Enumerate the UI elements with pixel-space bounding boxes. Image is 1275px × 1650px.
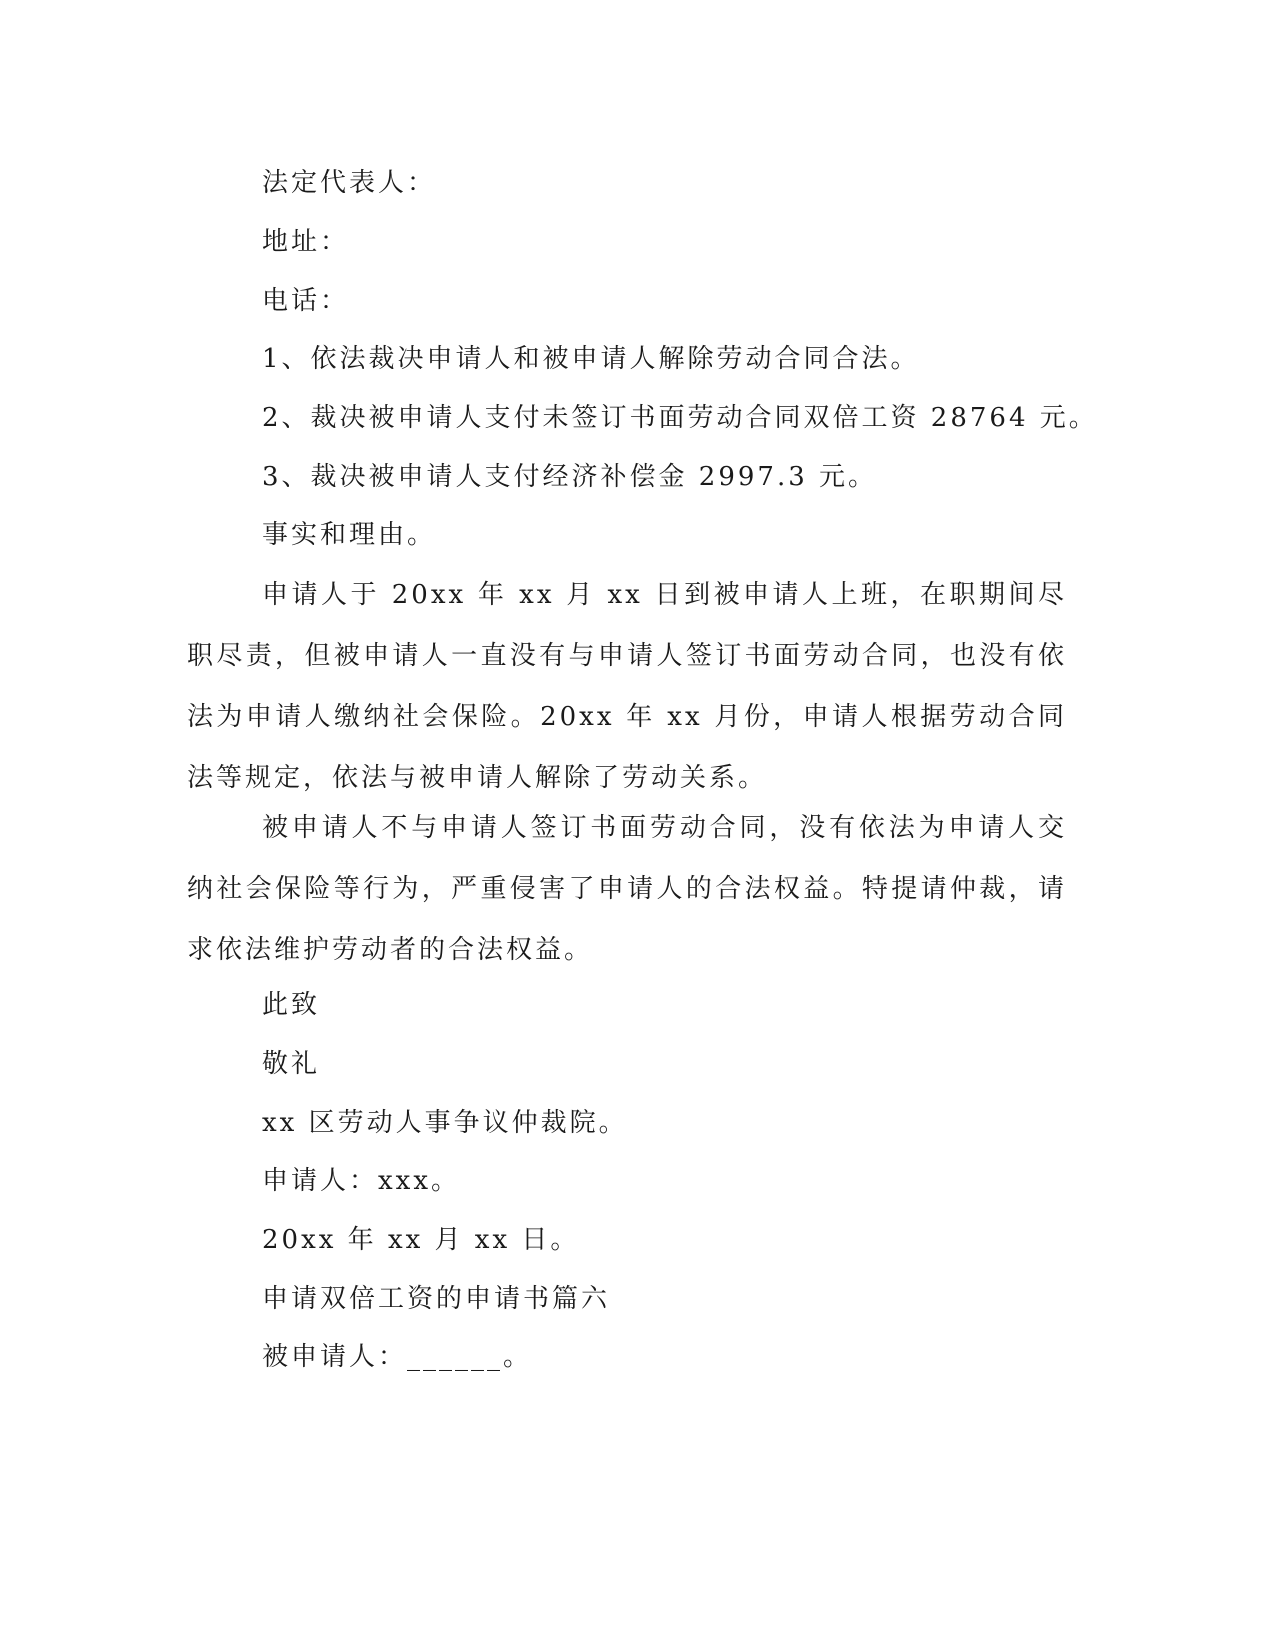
request-item-3: 3、裁决被申请人支付经济补偿金 2997.3 元。 — [262, 462, 878, 492]
address-line: 地址： — [262, 227, 350, 257]
request-item-1: 1、依法裁决申请人和被申请人解除劳动合同合法。 — [262, 344, 920, 374]
request-item-2: 2、裁决被申请人支付未签订书面劳动合同双倍工资 28764 元。 — [262, 403, 1098, 433]
phone-line: 电话： — [262, 286, 350, 316]
facts-paragraph-1: 申请人于 20xx 年 xx 月 xx 日到被申请人上班，在职期间尽职尽责，但被申请人一直没有与申请人签订书面劳动合同，也没有依法为申请人缴纳社会保险。20xx 年 xx 月份，申请人根据劳动合同法等规定，依法与被申请人解除了劳动关系。 — [187, 580, 1067, 793]
closing-to-line: 此致 — [262, 990, 321, 1020]
facts-paragraph-2: 被申请人不与申请人签订书面劳动合同，没有依法为申请人交纳社会保险等行为，严重侵害了申请人的合法权益。特提请仲裁，请求依法维护劳动者的合法权益。 — [187, 813, 1067, 965]
closing-regards-line: 敬礼 — [262, 1049, 321, 1079]
applicant-signature-line: 申请人：xxx。 — [262, 1166, 460, 1196]
section-title: 申请双倍工资的申请书篇六 — [262, 1284, 611, 1314]
facts-and-reasons-heading: 事实和理由。 — [262, 520, 437, 550]
respondent-line: 被申请人：______。 — [262, 1342, 533, 1372]
date-line: 20xx 年 xx 月 xx 日。 — [262, 1225, 580, 1255]
legal-representative-line: 法定代表人： — [262, 168, 437, 198]
recipient-line: xx 区劳动人事争议仲裁院。 — [262, 1108, 628, 1138]
